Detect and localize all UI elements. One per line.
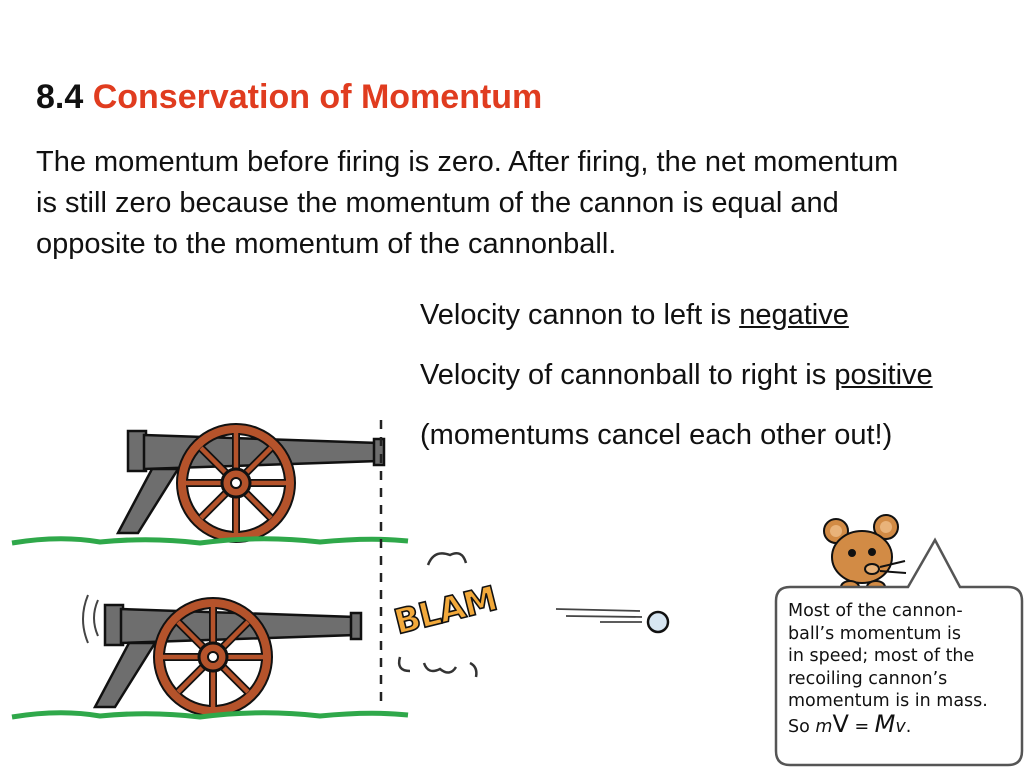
bubble-v-large: V [832,709,849,738]
intro-paragraph: The momentum before firing is zero. After firing, the net momentum is still zero because the momentum of the cannon is equal and opposite to the momentum of the cannonball. [36,146,899,260]
cannonball [648,612,668,632]
bubble-v-small: v [895,716,906,737]
point-cancel-note: (momentums cancel each other out!) [420,419,893,451]
cannon-before-firing [118,429,384,537]
term-positive: positive [834,359,933,391]
bubble-line-5: momentum is in mass. [788,691,988,711]
recoil-marks [83,595,98,643]
mouse-character [824,515,906,593]
bubble-m-large: M [874,709,896,738]
section-title: Conservation of Momentum [92,78,543,116]
point-cannon-text: Velocity cannon to left is [420,299,740,331]
blam-text: BLAM [390,578,501,643]
bubble-line-4: recoiling cannon’s [788,668,948,689]
bubble-line-1: Most of the cannon- [788,601,963,621]
section-number: 8.4 [36,78,84,116]
speed-lines [556,609,642,622]
point-cannon-velocity [420,296,1010,335]
point-ball-text: Velocity of cannonball to right is [420,359,835,391]
bubble-line-2: ball’s momentum is [788,623,962,644]
bubble-equals: = [848,716,875,737]
bubble-m-small: m [815,716,833,737]
bubble-line-3: in speed; most of the [788,646,975,666]
bubble-so: So [788,716,816,737]
term-negative: negative [739,299,849,331]
slide-title [36,78,542,117]
point-ball-velocity [420,356,1010,395]
grass-bottom [12,713,408,717]
speech-bubble-text [788,600,1018,738]
bubble-line-6 [788,709,1018,739]
grass-top [12,539,408,543]
cannon-after-firing [95,603,361,711]
bubble-period: . [905,716,912,737]
blam-burst [388,563,505,643]
